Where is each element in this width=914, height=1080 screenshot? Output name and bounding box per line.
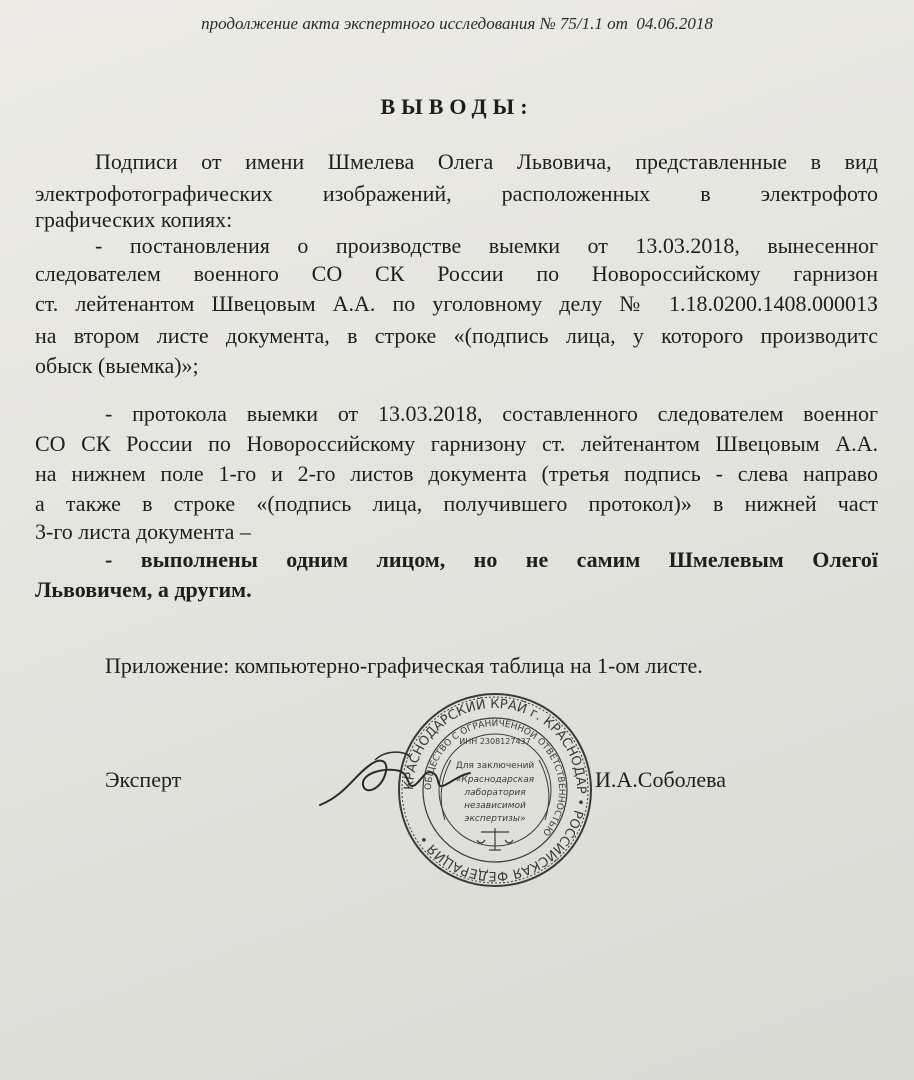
page-header: продолжение акта экспертного исследования № 75/1.1 от 04.06.2018: [201, 14, 713, 33]
attachment-note: Приложение: компьютерно-графическая таблица на 1-ом листе.: [105, 653, 703, 678]
text-line: СО СК России по Новороссийскому гарнизону ст. лейтенантом Швецовым А.А.: [35, 431, 878, 456]
section-title: ВЫВОДЫ:: [380, 94, 534, 119]
text-line: - постановления о производстве выемки от 13.03.2018, вынесенног: [95, 233, 878, 258]
expert-role: Эксперт: [105, 767, 182, 792]
text-line: ст. лейтенантом Швецовым А.А. по уголовному делу № 1.18.0200.1408.00001З: [35, 291, 878, 316]
seal-center-line: Для заключений: [455, 761, 535, 771]
seal-inn: ИНН 2308127437: [459, 737, 531, 746]
seal-inner-text: ОБЩЕСТВО С ОГРАНИЧЕННОЙ ОТВЕТСТВЕННОСТЬЮ: [423, 718, 567, 838]
conclusion-line: - выполнены одним лицом, но не самим Шмелевым Олегої: [105, 547, 878, 572]
conclusion-line: Львовичем, а другим.: [35, 577, 252, 602]
text-line: - протокола выемки от 13.03.2018, составленного следователем военног: [105, 401, 878, 426]
seal-center-line: «Краснодарская: [455, 775, 535, 785]
text-line: Подписи от имени Шмелева Олега Львовича, представленные в вид: [95, 149, 878, 174]
expert-name: И.А.Соболева: [595, 767, 726, 792]
text-line: на нижнем поле 1-го и 2-го листов документа (третья подпись - слева направо: [35, 461, 878, 486]
text-line: 3-го листа документа –: [35, 519, 251, 544]
seal-center-line: лаборатория: [464, 788, 526, 798]
seal-center-line: экспертизы»: [464, 814, 526, 824]
text-line: следователем военного СО СК России по Новороссийскому гарнизон: [35, 261, 878, 286]
text-line: электрофотографических изображений, расположенных в электрофото: [35, 181, 878, 206]
text-line: обыск (выемка)»;: [35, 353, 199, 378]
text-line: на втором листе документа, в строке «(подпись лица, у которого производитс: [35, 323, 878, 348]
scales-icon: [477, 828, 513, 850]
seal-outer-text: КРАСНОДАРСКИЙ КРАЙ г. КРАСНОДАР • РОССИЙСКАЯ ФЕДЕРАЦИЯ •: [401, 696, 589, 884]
text-line: графических копиях:: [35, 207, 233, 232]
text-line: а также в строке «(подпись лица, получившего протокол)» в нижней част: [35, 491, 878, 516]
handwritten-signature: [315, 745, 475, 815]
seal-center-line: независимой: [464, 801, 526, 811]
